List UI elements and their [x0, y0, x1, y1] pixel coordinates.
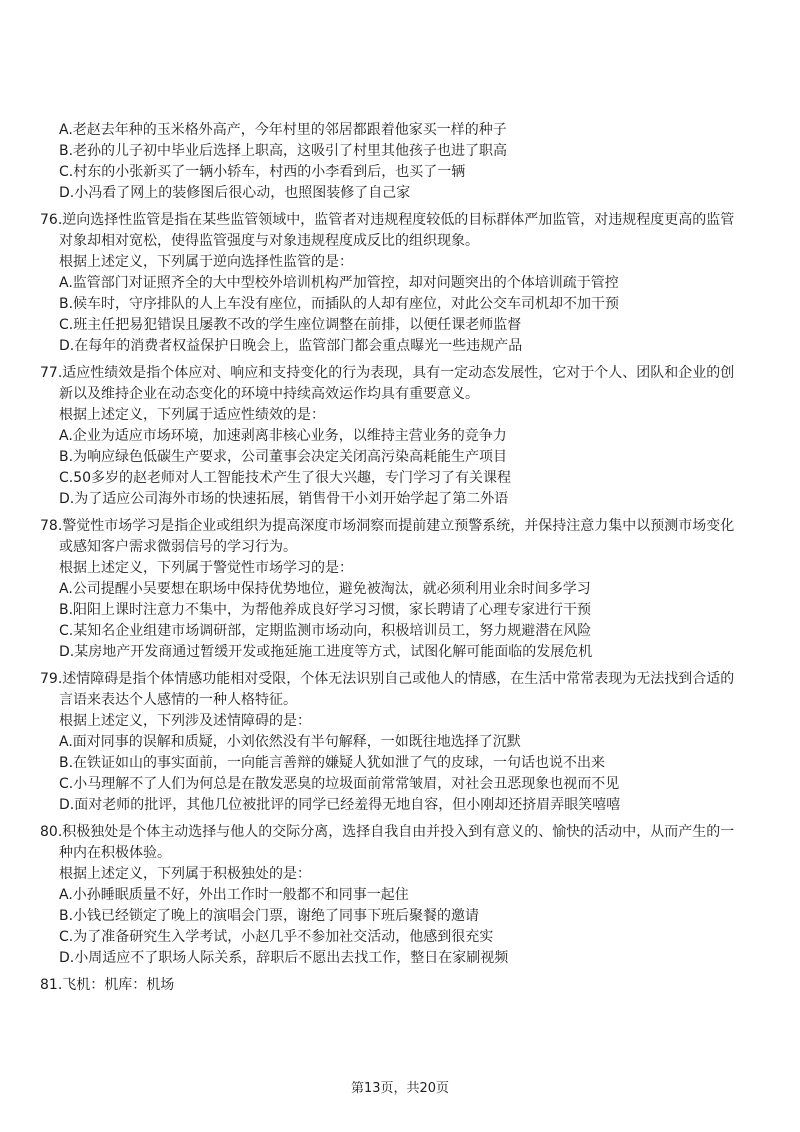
question-prompt: 根据上述定义，下列属于警觉性市场学习的是：: [59, 560, 353, 576]
question-stem: 78.警觉性市场学习是指企业或组织为提高深度市场洞察而提前建立预警系统，并保持注意力集中以预测市场变化: [40, 518, 735, 534]
option-b: B.在铁证如山的事实面前，一向能言善辩的嫌疑人犹如泄了气的皮球，一句话也说不出来: [59, 755, 606, 771]
option-c: C.50多岁的赵老师对人工智能技术产生了很大兴趣，专门学习了有关课程: [59, 470, 512, 486]
option-d: D.面对老师的批评，其他几位被批评的同学已经羞得无地自容，但小刚却还挤眉弄眼笑嘻嘻: [59, 797, 621, 813]
option-c: C.小马理解不了人们为何总是在散发恶臭的垃圾面前常常皱眉，对社会丑恶现象也视而不见: [59, 776, 620, 792]
question-stem: 79.述情障碍是指个体情感功能相对受限，个体无法识别自己或他人的情感，在生活中常常表现为无法找到合适的: [40, 671, 735, 687]
question-76: [40, 210, 760, 357]
option-d: D.为了适应公司海外市场的快速拓展，销售骨干小刘开始学起了第二外语: [59, 491, 509, 507]
page-content: [40, 120, 760, 996]
question-stem: 80.积极独处是个体主动选择与他人的交际分离，选择自我自由并投入到有意义的、愉快的活动中，从而产生的一: [40, 824, 735, 840]
option-b: B.候车时，守序排队的人上车没有座位，而插队的人却有座位，对此公交车司机却不加干预: [59, 296, 620, 312]
question-stem: 81.飞机：机库：机场: [40, 977, 175, 993]
question-prompt: 根据上述定义，下列属于逆向选择性监管的是：: [59, 254, 353, 270]
option-a: A.面对同事的误解和质疑，小刘依然没有半句解释，一如既往地选择了沉默: [59, 734, 521, 750]
option-b: B.小钱已经锁定了晚上的演唱会门票，谢绝了同事下班后聚餐的邀请: [59, 908, 480, 924]
question-79: [40, 669, 760, 816]
question-prompt: 根据上述定义，下列涉及述情障碍的是：: [59, 713, 311, 729]
option-d: D.在每年的消费者权益保护日晚会上，监管部门都会重点曝光一些违规产品: [59, 338, 523, 354]
option-a: A.小孙睡眠质量不好，外出工作时一般都不和同事一起住: [59, 887, 409, 903]
question-80: [40, 822, 760, 969]
option-b: B.老孙的儿子初中毕业后选择上职高，这吸引了村里其他孩子也进了职高: [59, 143, 508, 159]
question-stem: 种内在积极体验。: [59, 845, 171, 861]
page-number: 第13页，共20页: [350, 1081, 450, 1096]
question-prompt: 根据上述定义，下列属于积极独处的是：: [59, 866, 311, 882]
option-d: D.某房地产开发商通过暂缓开发或拖延施工进度等方式，试图化解可能面临的发展危机: [59, 644, 593, 660]
option-c: C.某知名企业组建市场调研部，定期监测市场动向，积极培训员工，努力规避潜在风险: [59, 623, 592, 639]
prev-question-options: [40, 120, 760, 204]
question-stem: 77.适应性绩效是指个体应对、响应和支持变化的行为表现，具有一定动态发展性，它对于个人、团队和企业的创: [40, 365, 735, 381]
option-b: B.为响应绿色低碳生产要求，公司董事会决定关闭高污染高耗能生产项目: [59, 449, 508, 465]
option-c: C.班主任把易犯错误且屡教不改的学生座位调整在前排，以便任课老师监督: [59, 317, 522, 333]
option-a: A.公司提醒小吴要想在职场中保持优势地位，避免被淘汰，就必须利用业余时间多学习: [59, 581, 591, 597]
option-a: A.老赵去年种的玉米格外高产，今年村里的邻居都跟着他家买一样的种子: [59, 122, 507, 138]
option-b: B.阳阳上课时注意力不集中，为帮他养成良好学习习惯，家长聘请了心理专家进行干预: [59, 602, 592, 618]
option-c: C.村东的小张新买了一辆小轿车，村西的小李看到后，也买了一辆: [59, 164, 466, 180]
question-stem: 言语来表达个人感情的一种人格特征。: [59, 692, 297, 708]
option-a: A.监管部门对证照齐全的大中型校外培训机构严加管控，却对问题突出的个体培训疏于管控: [59, 275, 619, 291]
option-d: D.小冯看了网上的装修图后很心动，也照图装修了自己家: [59, 185, 411, 201]
question-81: [40, 975, 760, 996]
question-77: [40, 363, 760, 510]
question-78: [40, 516, 760, 663]
option-c: C.为了准备研究生入学考试，小赵几乎不参加社交活动，他感到很充实: [59, 929, 494, 945]
question-stem: 或感知客户需求微弱信号的学习行为。: [59, 539, 297, 555]
question-stem: 76.逆向选择性监管是指在某些监管领域中，监管者对违规程度较低的目标群体严加监管，对违规程度更高的监管: [40, 212, 735, 228]
option-d: D.小周适应不了职场人际关系，辞职后不愿出去找工作，整日在家刷视频: [59, 950, 509, 966]
option-a: A.企业为适应市场环境，加速剥离非核心业务，以维持主营业务的竞争力: [59, 428, 507, 444]
question-stem: 对象却相对宽松，使得监管强度与对象违规程度成反比的组织现象。: [59, 233, 479, 249]
question-prompt: 根据上述定义，下列属于适应性绩效的是：: [59, 407, 325, 423]
question-stem: 新以及维持企业在动态变化的环境中持续高效运作均具有重要意义。: [59, 386, 479, 402]
